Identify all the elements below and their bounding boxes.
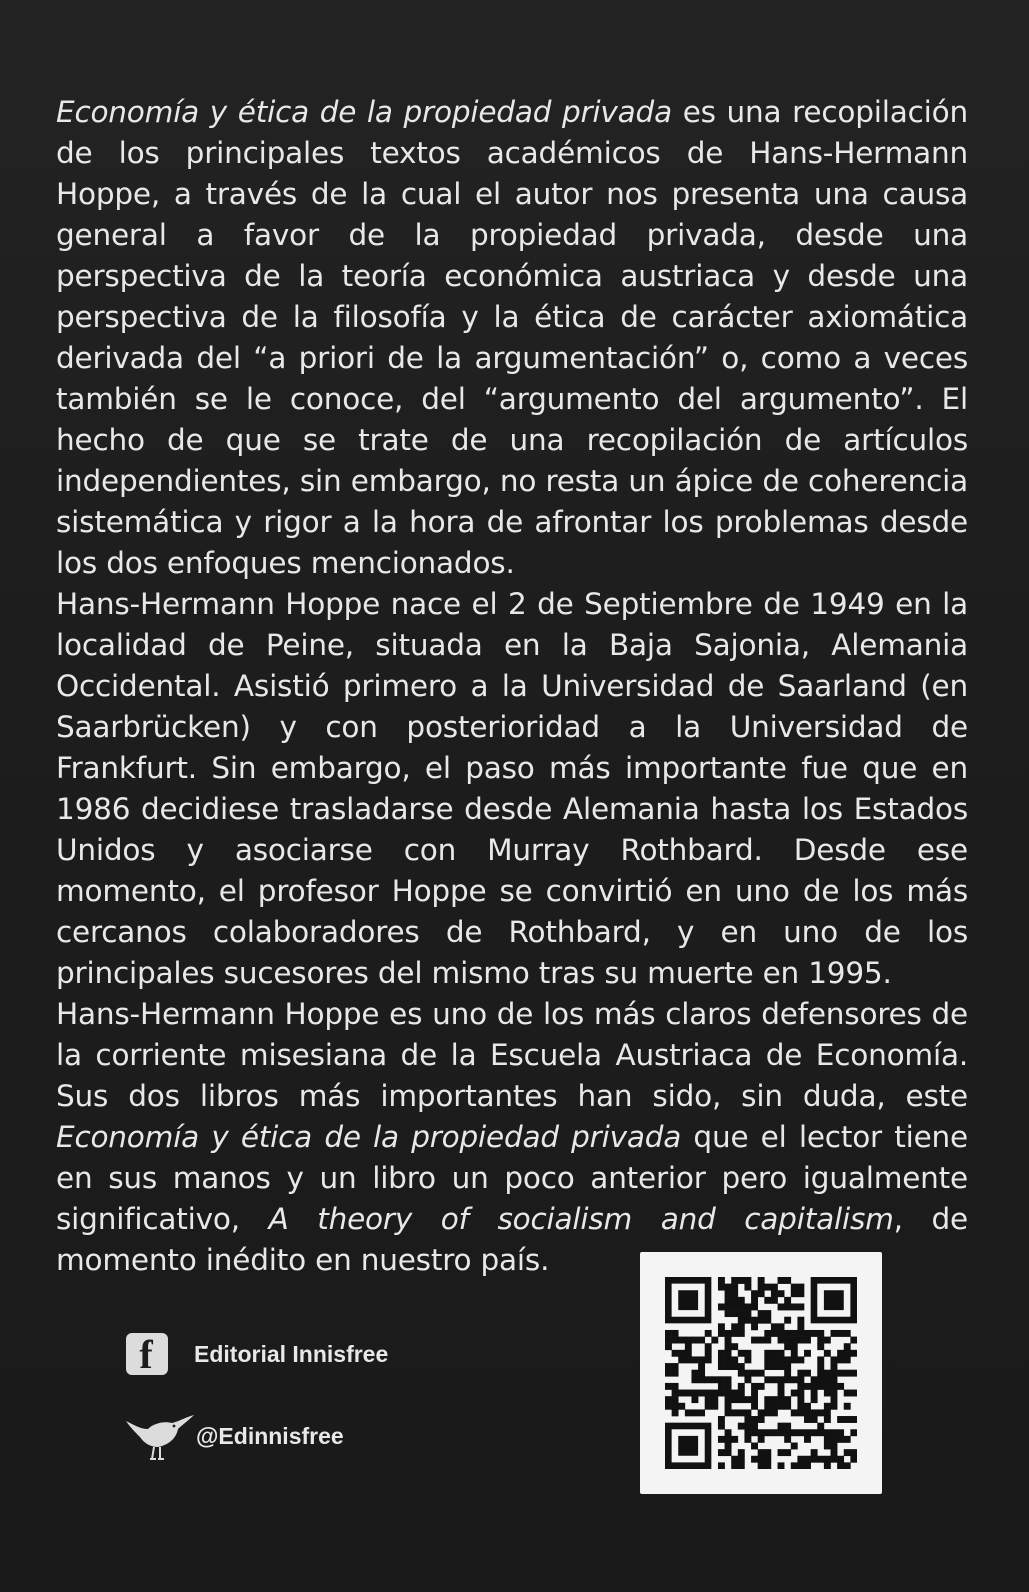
- book-title-italic-2: Economía y ética de la propiedad privada: [56, 1120, 682, 1154]
- twitter-row: [126, 1410, 388, 1462]
- blurb-paragraph-3: [56, 994, 968, 1281]
- blurb-paragraph-3-text-a: Hans-Hermann Hoppe es uno de los más claros defensores de la corriente misesiana de la Escuela Austriaca de Economía. Sus dos libros más importantes han sido, sin duda, este: [56, 997, 968, 1113]
- twitter-label: @Edinnisfree: [196, 1422, 344, 1449]
- social-links: [126, 1328, 388, 1492]
- blurb-paragraph-2-text: Hans-Hermann Hoppe nace el 2 de Septiembre de 1949 en la localidad de Peine, situada en la Baja Sajonia, Alemania Occidental. Asistió primero a la Universidad de Saarland (en Saarbrücken) y con posterioridad a la Universidad de Frankfurt. Sin embargo, el paso más importante fue que en 1986 decidiese trasladarse desde Alemania hasta los Estados Unidos y asociarse con Murray Rothbard. Desde ese momento, el profesor Hoppe se convirtió en uno de los más cercanos colaboradores de Rothbard, y en uno de los principales sucesores del mismo tras su muerte en 1995.: [56, 587, 968, 990]
- blurb-paragraph-3-text-b: que el lector tiene en sus manos y un libro un poco anterior pero igualmente significativo,: [56, 1120, 968, 1236]
- other-book-title-italic: A theory of socialism and capitalism: [268, 1202, 894, 1236]
- qr-code-card: [640, 1252, 882, 1494]
- blurb-paragraph-3-text-c: , de momento inédito en nuestro país.: [56, 1202, 968, 1277]
- blurb-paragraph-1: [56, 92, 968, 584]
- twitter-bird-icon: [124, 1407, 196, 1465]
- blurb-paragraph-1-text: es una recopilación de los principales textos académicos de Hans-Hermann Hoppe, a través de la cual el autor nos presenta una causa general a favor de la propiedad privada, desde una perspectiva de la teoría económica austriaca y desde una perspectiva de la filosofía y la ética de carácter axiomática derivada del “a priori de la argumentación” o, como a veces también se le conoce, del “argumento del argumento”. El hecho de que se trate de una recopilación de artículos independientes, sin embargo, no resta un ápice de coherencia sistemática y rigor a la hora de afrontar los problemas desde los dos enfoques mencionados.: [56, 95, 969, 580]
- facebook-icon: f: [126, 1333, 168, 1375]
- facebook-row: [126, 1328, 388, 1380]
- blurb-paragraph-2: [56, 584, 968, 994]
- qr-code: [665, 1277, 857, 1469]
- blurb-text: [56, 92, 968, 1281]
- facebook-label: Editorial Innisfree: [194, 1340, 389, 1367]
- book-title-italic: Economía y ética de la propiedad privada: [56, 95, 672, 129]
